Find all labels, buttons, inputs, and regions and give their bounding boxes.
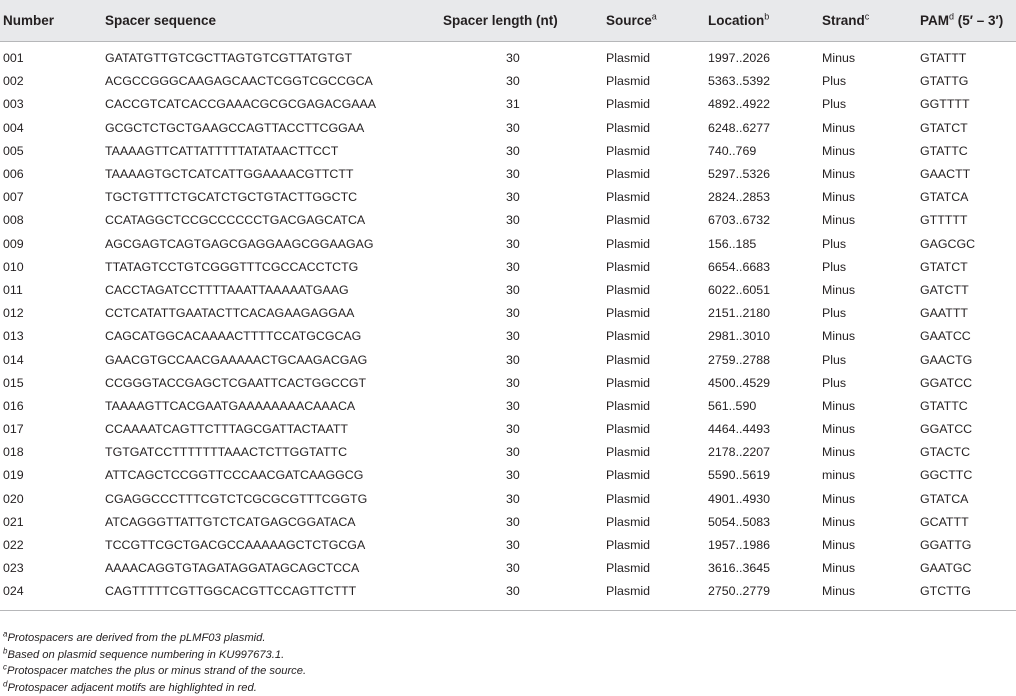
cell-spacer-length-value: 30 xyxy=(506,259,520,274)
footnote-text: Protospacer adjacent motifs are highlighted in red. xyxy=(7,681,257,694)
cell-strand: Minus xyxy=(822,514,856,529)
cell-source: Plasmid xyxy=(606,213,651,228)
cell-location: 6654..6683 xyxy=(708,259,771,274)
cell-spacer-sequence: CAGCATGGCACAAAACTTTTCCATGCGCAG xyxy=(105,329,362,344)
cell-location: 2759..2788 xyxy=(708,352,771,367)
cell-pam: GTTTTT xyxy=(920,213,968,228)
table-row xyxy=(0,279,1016,302)
cell-spacer-length-value: 30 xyxy=(506,143,520,158)
cell-spacer-sequence: ATTCAGCTCCGGTTCCCAACGATCAAGGCG xyxy=(105,468,364,483)
cell-strand: Minus xyxy=(822,213,856,228)
cell-source: Plasmid xyxy=(606,97,651,112)
table-row xyxy=(0,256,1016,279)
cell-spacer-sequence: GATATGTTGTCGCTTAGTGTCGTTATGTGT xyxy=(105,51,353,66)
table-row xyxy=(0,511,1016,534)
cell-location: 4901..4930 xyxy=(708,491,771,506)
cell-number: 002 xyxy=(3,74,24,89)
cell-number: 024 xyxy=(0,580,105,610)
cell-pam: GTATTG xyxy=(920,74,969,89)
cell-spacer-sequence: AGCGAGTCAGTGAGCGAGGAAGCGGAAGAG xyxy=(105,236,374,251)
header-pam: PAM$^d$ (5′ – 3′) xyxy=(920,0,1016,42)
cell-spacer-length xyxy=(443,163,606,186)
cell-strand: Minus xyxy=(822,445,856,460)
cell-location: 2981..3010 xyxy=(708,329,771,344)
cell-spacer-length xyxy=(443,42,606,71)
header-number: Number xyxy=(0,0,105,42)
table-row xyxy=(0,163,1016,186)
footnote-mark: b xyxy=(3,645,8,655)
cell-strand: Minus xyxy=(822,51,856,66)
cell-strand: Minus xyxy=(822,120,856,135)
cell-location: 561..590 xyxy=(708,398,757,413)
footnote-mark-d: d xyxy=(949,11,955,22)
table-body xyxy=(0,42,1016,611)
cell-strand: Plus xyxy=(822,352,847,367)
table-row xyxy=(0,186,1016,209)
footnote-mark-c: c xyxy=(864,11,870,22)
header-strand: Strand$^c$ xyxy=(822,0,920,42)
cell-source: Plasmid xyxy=(606,352,651,367)
cell-pam: GTATCT xyxy=(920,120,968,135)
cell-spacer-length-value: 30 xyxy=(506,120,520,135)
cell-location: 2178..2207 xyxy=(708,445,771,460)
cell-pam: GAACTG xyxy=(920,352,973,367)
cell-spacer-sequence: CACCTAGATCCTTTTAAATTAAAAATGAAG xyxy=(105,282,349,297)
table-row xyxy=(0,534,1016,557)
cell-strand: Minus xyxy=(822,491,856,506)
footnote-mark-a: a xyxy=(651,11,657,22)
table-row xyxy=(0,580,1016,610)
cell-source: Plasmid xyxy=(606,120,651,135)
footnote-c xyxy=(3,663,306,680)
cell-source: Plasmid xyxy=(606,514,651,529)
cell-location: 6022..6051 xyxy=(708,282,771,297)
cell-spacer-length-value: 30 xyxy=(506,468,520,483)
cell-spacer-sequence: CCGGGTACCGAGCTCGAATTCACTGGCCGT xyxy=(105,375,367,390)
table-row xyxy=(0,464,1016,487)
cell-spacer-length xyxy=(443,209,606,232)
cell-spacer-length-value: 30 xyxy=(506,282,520,297)
cell-spacer-length xyxy=(443,441,606,464)
cell-source: Plasmid xyxy=(606,190,651,205)
cell-number: 010 xyxy=(3,259,24,274)
cell-source: Plasmid xyxy=(606,468,651,483)
table-row xyxy=(0,70,1016,93)
cell-spacer-sequence: TGTGATCCTTTTTTTAAACTCTTGGTATTC xyxy=(105,445,348,460)
table-row xyxy=(0,557,1016,580)
cell-location: 5054..5083 xyxy=(708,514,771,529)
cell-number: 008 xyxy=(3,213,24,228)
cell-pam: GTCTTG xyxy=(920,580,1016,610)
cell-spacer-length-value: 30 xyxy=(506,167,520,182)
cell-location: 2750..2779 xyxy=(708,580,822,610)
cell-strand: Minus xyxy=(822,580,920,610)
cell-location: 5590..5619 xyxy=(708,468,771,483)
cell-source: Plasmid xyxy=(606,375,651,390)
cell-number: 005 xyxy=(3,143,24,158)
table-footnotes xyxy=(3,630,306,696)
cell-number: 020 xyxy=(3,491,24,506)
cell-strand: Minus xyxy=(822,329,856,344)
cell-spacer-length-value: 30 xyxy=(506,74,520,89)
cell-number: 022 xyxy=(3,538,24,553)
cell-pam: GAACTT xyxy=(920,167,971,182)
cell-source: Plasmid xyxy=(606,74,651,89)
cell-number: 016 xyxy=(3,398,24,413)
cell-source: Plasmid xyxy=(606,259,651,274)
cell-number: 003 xyxy=(3,97,24,112)
cell-strand: Minus xyxy=(822,561,856,576)
cell-spacer-length-value: 30 xyxy=(506,51,520,66)
cell-spacer-length-value: 30 xyxy=(506,584,520,599)
cell-source: Plasmid xyxy=(606,282,651,297)
table-row xyxy=(0,325,1016,348)
cell-spacer-sequence: TGCTGTTTCTGCATCTGCTGTACTTGGCTC xyxy=(105,190,358,205)
cell-location: 4464..4493 xyxy=(708,422,771,437)
cell-source: Plasmid xyxy=(606,491,651,506)
cell-pam: GAATGC xyxy=(920,561,972,576)
cell-spacer-sequence: CAGTTTTTCGTTGGCACGTTCCAGTTCTTT xyxy=(105,580,443,610)
cell-strand: Plus xyxy=(822,375,847,390)
table-row xyxy=(0,302,1016,325)
cell-location: 2824..2853 xyxy=(708,190,771,205)
cell-pam: GATCTT xyxy=(920,282,969,297)
cell-strand: Plus xyxy=(822,74,847,89)
cell-spacer-length xyxy=(443,395,606,418)
cell-number: 021 xyxy=(3,514,24,529)
cell-spacer-length xyxy=(443,256,606,279)
cell-spacer-length xyxy=(443,348,606,371)
cell-pam: GTACTC xyxy=(920,445,971,460)
cell-strand: Minus xyxy=(822,398,856,413)
footnote-mark: a xyxy=(3,629,8,639)
cell-number: 011 xyxy=(3,282,23,297)
cell-spacer-length xyxy=(443,140,606,163)
cell-pam: GAGCGC xyxy=(920,236,976,251)
cell-pam: GTATCT xyxy=(920,259,968,274)
cell-location: 5363..5392 xyxy=(708,74,771,89)
cell-number: 006 xyxy=(3,167,24,182)
cell-pam: GAATTT xyxy=(920,306,968,321)
cell-spacer-length xyxy=(443,279,606,302)
cell-spacer-length xyxy=(443,580,606,610)
cell-location: 1997..2026 xyxy=(708,51,771,66)
footnote-mark: c xyxy=(3,662,7,672)
cell-spacer-length-value: 31 xyxy=(506,97,520,112)
cell-spacer-length xyxy=(443,418,606,441)
cell-spacer-sequence: CCAAAATCAGTTCTTTAGCGATTACTAATT xyxy=(105,422,348,437)
cell-spacer-length-value: 30 xyxy=(506,190,520,205)
cell-spacer-sequence: CCATAGGCTCCGCCCCCCTGACGAGCATCA xyxy=(105,213,366,228)
cell-pam: GGATCC xyxy=(920,375,973,390)
cell-pam: GGTTTT xyxy=(920,97,970,112)
table-row xyxy=(0,418,1016,441)
cell-spacer-length-value: 30 xyxy=(506,561,520,576)
cell-spacer-length-value: 30 xyxy=(506,329,520,344)
cell-strand: Minus xyxy=(822,167,856,182)
cell-spacer-length-value: 30 xyxy=(506,236,520,251)
cell-spacer-sequence: CGAGGCCCTTTCGTCTCGCGCGTTTCGGTG xyxy=(105,491,368,506)
cell-location: 4892..4922 xyxy=(708,97,771,112)
cell-spacer-length xyxy=(443,372,606,395)
cell-pam: GAATCC xyxy=(920,329,971,344)
cell-pam: GTATCA xyxy=(920,491,969,506)
cell-source: Plasmid xyxy=(606,580,708,610)
cell-strand: Plus xyxy=(822,259,847,274)
footnote-b xyxy=(3,647,306,664)
table-row xyxy=(0,42,1016,71)
cell-strand: Plus xyxy=(822,236,847,251)
cell-strand: Minus xyxy=(822,190,856,205)
cell-source: Plasmid xyxy=(606,398,651,413)
footnote-mark-b: b xyxy=(764,11,770,22)
header-source: Source$^a$ xyxy=(606,0,708,42)
cell-pam: GGCTTC xyxy=(920,468,973,483)
cell-spacer-length xyxy=(443,117,606,140)
cell-pam: GTATTT xyxy=(920,51,967,66)
header-spacer-sequence: Spacer sequence xyxy=(105,0,443,42)
cell-location: 2151..2180 xyxy=(708,306,771,321)
cell-number: 001 xyxy=(3,51,24,66)
cell-spacer-sequence: ATCAGGGTTATTGTCTCATGAGCGGATACA xyxy=(105,514,356,529)
cell-spacer-sequence: TCCGTTCGCTGACGCCAAAAAGCTCTGCGA xyxy=(105,538,366,553)
cell-location: 4500..4529 xyxy=(708,375,771,390)
cell-spacer-sequence: AAAACAGGTGTAGATAGGATAGCAGCTCCA xyxy=(105,561,360,576)
cell-number: 009 xyxy=(3,236,24,251)
cell-source: Plasmid xyxy=(606,329,651,344)
table-row xyxy=(0,117,1016,140)
cell-spacer-length xyxy=(443,511,606,534)
cell-location: 740..769 xyxy=(708,143,757,158)
cell-strand: Minus xyxy=(822,422,856,437)
cell-spacer-sequence: ACGCCGGGCAAGAGCAACTCGGTCGCCGCA xyxy=(105,74,373,89)
cell-number: 013 xyxy=(3,329,24,344)
cell-spacer-length-value: 30 xyxy=(506,398,520,413)
cell-number: 004 xyxy=(3,120,24,135)
cell-pam: GCATTT xyxy=(920,514,969,529)
footnote-text: Protospacers are derived from the pLMF03 plasmid. xyxy=(7,632,266,644)
cell-spacer-sequence: GCGCTCTGCTGAAGCCAGTTACCTTCGGAA xyxy=(105,120,365,135)
cell-spacer-sequence: GAACGTGCCAACGAAAAACTGCAAGACGAG xyxy=(105,352,368,367)
cell-number: 014 xyxy=(3,352,24,367)
cell-number: 017 xyxy=(3,422,24,437)
cell-pam: GTATTC xyxy=(920,398,968,413)
footnote-mark: d xyxy=(3,679,8,689)
cell-spacer-length xyxy=(443,488,606,511)
cell-strand: Plus xyxy=(822,97,847,112)
cell-spacer-length xyxy=(443,464,606,487)
cell-location: 156..185 xyxy=(708,236,757,251)
cell-number: 023 xyxy=(3,561,24,576)
cell-pam: GTATTC xyxy=(920,143,968,158)
cell-source: Plasmid xyxy=(606,561,651,576)
cell-pam: GTATCA xyxy=(920,190,969,205)
cell-strand: minus xyxy=(822,468,856,483)
header-spacer-length: Spacer length (nt) xyxy=(443,0,606,42)
cell-number: 007 xyxy=(3,190,24,205)
cell-spacer-length-value: 30 xyxy=(506,445,520,460)
cell-source: Plasmid xyxy=(606,306,651,321)
cell-spacer-length-value: 30 xyxy=(506,514,520,529)
cell-spacer-length xyxy=(443,233,606,256)
cell-spacer-sequence: TTATAGTCCTGTCGGGTTTCGCCACCTCTG xyxy=(105,259,359,274)
table-row xyxy=(0,140,1016,163)
cell-spacer-length xyxy=(443,557,606,580)
cell-source: Plasmid xyxy=(606,538,651,553)
cell-source: Plasmid xyxy=(606,422,651,437)
table-row xyxy=(0,488,1016,511)
cell-source: Plasmid xyxy=(606,143,651,158)
table-row xyxy=(0,93,1016,116)
footnote-d xyxy=(3,680,306,696)
cell-spacer-length xyxy=(443,186,606,209)
cell-spacer-length-value: 30 xyxy=(506,213,520,228)
cell-location: 5297..5326 xyxy=(708,167,771,182)
table-row xyxy=(0,395,1016,418)
cell-number: 018 xyxy=(3,445,24,460)
cell-strand: Plus xyxy=(822,306,847,321)
cell-spacer-length-value: 30 xyxy=(506,538,520,553)
cell-spacer-sequence: CACCGTCATCACCGAAACGCGCGAGACGAAA xyxy=(105,97,377,112)
cell-strand: Minus xyxy=(822,143,856,158)
cell-spacer-length-value: 30 xyxy=(506,306,520,321)
table-row xyxy=(0,348,1016,371)
cell-spacer-length xyxy=(443,325,606,348)
table-header-row xyxy=(0,0,1016,42)
cell-spacer-length-value: 30 xyxy=(506,352,520,367)
cell-source: Plasmid xyxy=(606,167,651,182)
cell-number: 012 xyxy=(3,306,24,321)
cell-number: 015 xyxy=(3,375,24,390)
footnote-text: Protospacer matches the plus or minus strand of the source. xyxy=(7,665,307,678)
footnote-a xyxy=(3,630,306,647)
table-row xyxy=(0,441,1016,464)
cell-location: 3616..3645 xyxy=(708,561,771,576)
cell-spacer-sequence: TAAAAGTGCTCATCATTGGAAAACGTTCTT xyxy=(105,167,354,182)
cell-strand: Minus xyxy=(822,538,856,553)
cell-spacer-length xyxy=(443,70,606,93)
cell-spacer-sequence: TAAAAGTTCACGAATGAAAAAAAACAAACA xyxy=(105,398,356,413)
cell-location: 6703..6732 xyxy=(708,213,771,228)
table-row xyxy=(0,233,1016,256)
cell-source: Plasmid xyxy=(606,51,651,66)
cell-spacer-length xyxy=(443,534,606,557)
cell-strand: Minus xyxy=(822,282,856,297)
footnote-text: Based on plasmid sequence numbering in KU997673.1. xyxy=(7,648,285,661)
cell-spacer-length xyxy=(443,302,606,325)
table-row xyxy=(0,209,1016,232)
header-location: Location$^b$ xyxy=(708,0,822,42)
cell-spacer-length-value: 30 xyxy=(506,422,520,437)
cell-number: 019 xyxy=(3,468,24,483)
cell-location: 1957..1986 xyxy=(708,538,771,553)
cell-spacer-length-value: 30 xyxy=(506,375,520,390)
cell-source: Plasmid xyxy=(606,236,651,251)
cell-spacer-length-value: 30 xyxy=(506,491,520,506)
cell-source: Plasmid xyxy=(606,445,651,460)
cell-spacer-sequence: TAAAAGTTCATTATTTTTATATAACTTCCT xyxy=(105,143,339,158)
cell-spacer-length xyxy=(443,93,606,116)
cell-location: 6248..6277 xyxy=(708,120,771,135)
cell-pam: GGATCC xyxy=(920,422,973,437)
table-row xyxy=(0,372,1016,395)
cell-spacer-sequence: CCTCATATTGAATACTTCACAGAAGAGGAA xyxy=(105,306,355,321)
cell-pam: GGATTG xyxy=(920,538,972,553)
